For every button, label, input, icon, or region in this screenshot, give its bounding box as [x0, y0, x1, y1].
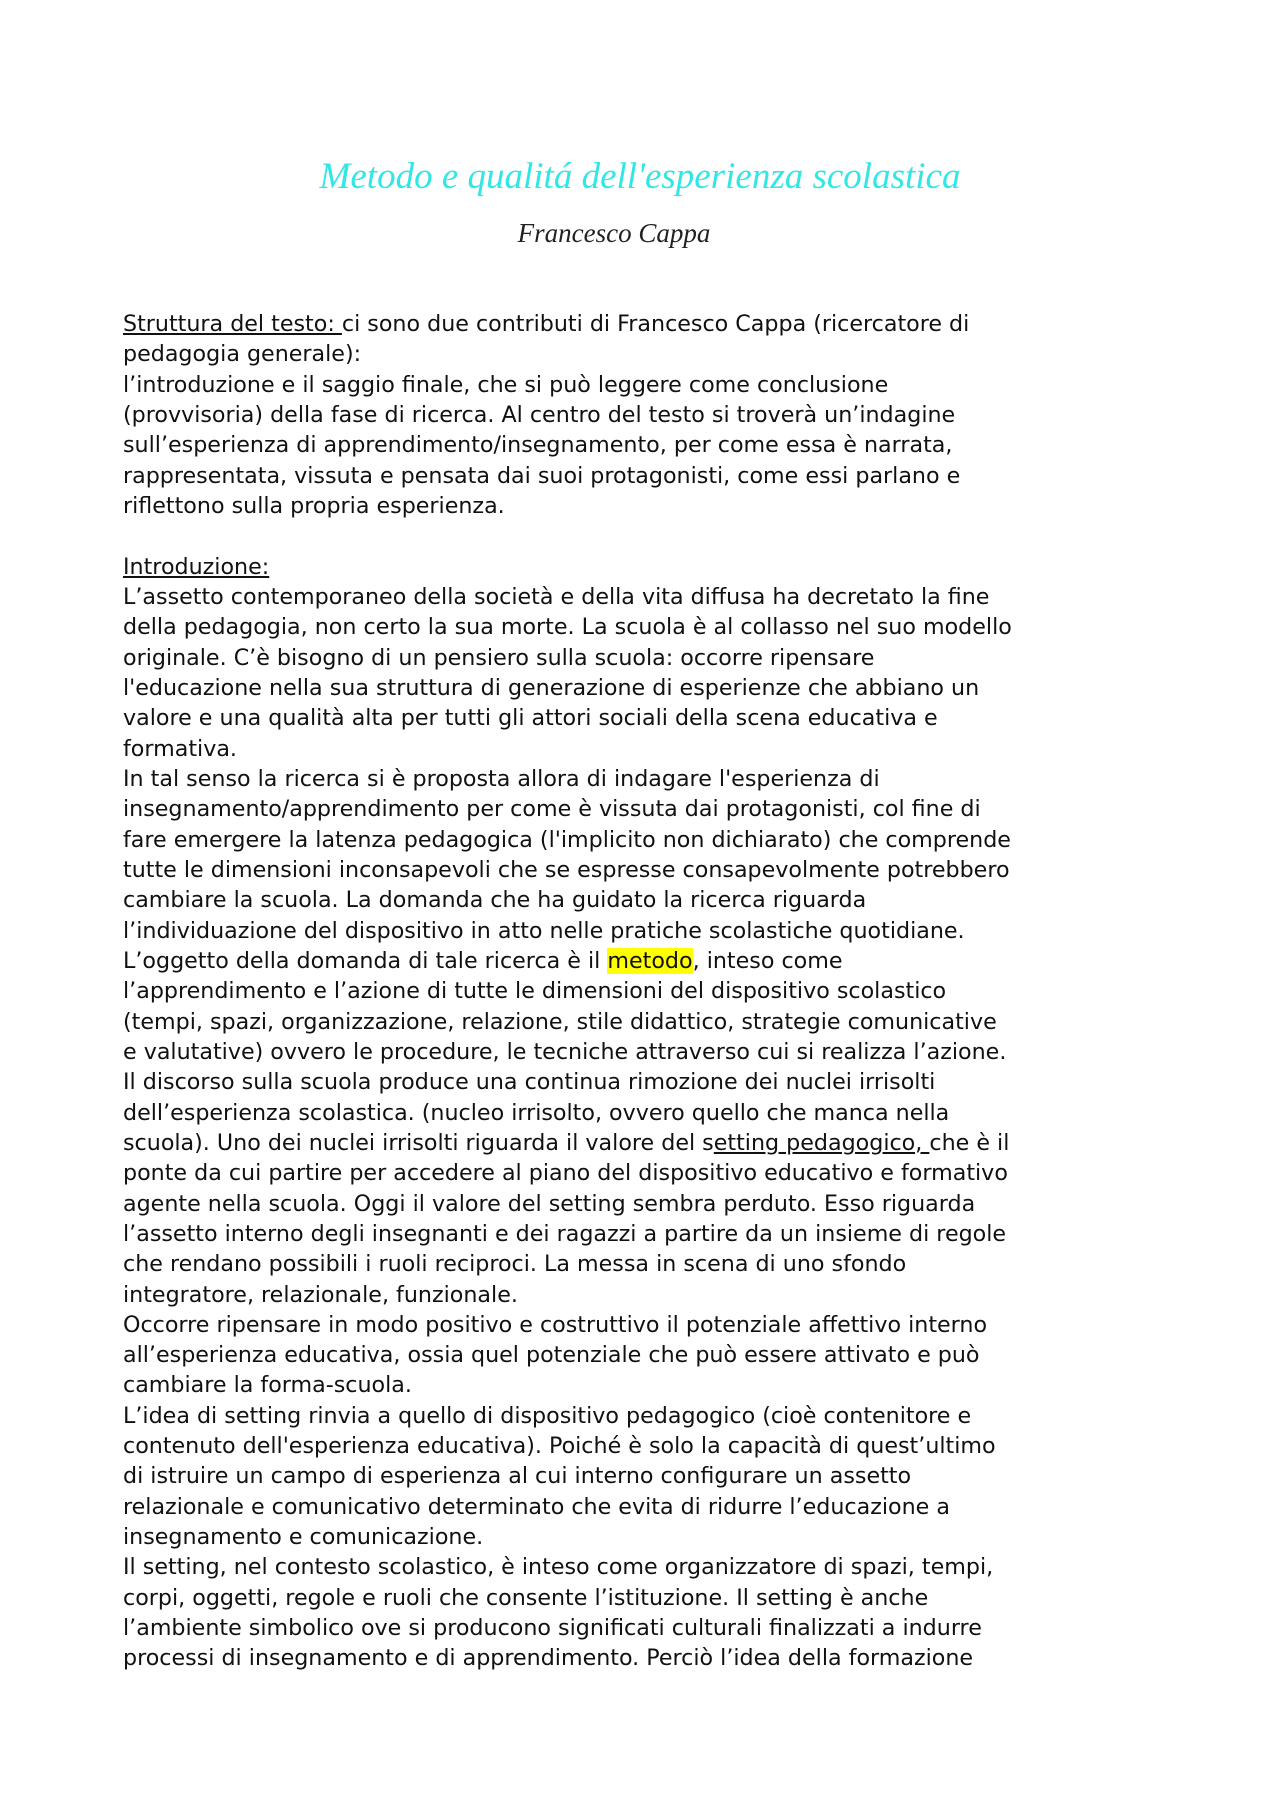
text-span: , inteso come	[692, 947, 843, 974]
text-span: e valutative) ovvero le procedure, le tecniche attraverso cui si realizza l’azione.	[123, 1038, 1007, 1065]
text-span: di istruire un campo di esperienza al cui interno configurare un assetto	[123, 1463, 912, 1490]
text-line	[123, 1189, 1203, 1219]
text-span: l'educazione nella sua struttura di generazione di esperienze che abbiano un	[123, 674, 980, 701]
text-span: rappresentata, vissuta e pensata dai suoi protagonisti, come essi parlano e	[123, 462, 961, 489]
text-span: l’ambiente simbolico ove si producono significati culturali finalizzati a indurre	[123, 1615, 982, 1642]
text-span: l’individuazione del dispositivo in atto nelle pratiche scolastiche quotidiane.	[123, 917, 965, 944]
text-span: Il discorso sulla scuola produce una continua rimozione dei nuclei irrisolti	[123, 1069, 936, 1096]
text-span: corpi, oggetti, regole e ruoli che consente l’istituzione. Il setting è anche	[123, 1584, 929, 1611]
text-span: della pedagogia, non certo la sua morte. La scuola è al collasso nel suo modello	[123, 614, 1012, 641]
text-span: all’esperienza educativa, ossia quel potenziale che può essere attivato e può	[123, 1342, 980, 1369]
text-span: In tal senso la ricerca si è proposta allora di indagare l'esperienza di	[123, 765, 880, 792]
text-line	[123, 916, 1203, 946]
text-span: contenuto dell'esperienza educativa). Poiché è solo la capacità di quest’ultimo	[123, 1433, 996, 1460]
text-line	[123, 703, 1203, 733]
text-line	[123, 1461, 1203, 1491]
text-span: che è il	[929, 1129, 1010, 1156]
text-line	[123, 1401, 1203, 1431]
text-line	[123, 491, 1203, 521]
text-line	[123, 430, 1203, 460]
text-span: L’idea di setting rinvia a quello di dispositivo pedagogico (cioè contenitore e	[123, 1402, 972, 1429]
text-span: cambiare la forma-scuola.	[123, 1372, 412, 1399]
text-line	[123, 339, 1203, 369]
text-line	[123, 1431, 1203, 1461]
text-line	[123, 673, 1203, 703]
text-span: pedagogia generale):	[123, 341, 362, 368]
blank-line	[123, 521, 1203, 551]
underlined-text: etting pedagogico,	[713, 1129, 930, 1156]
text-line	[123, 612, 1203, 642]
text-span: sull’esperienza di apprendimento/insegnamento, per come essa è narrata,	[123, 432, 953, 459]
text-line	[123, 1007, 1203, 1037]
text-line	[123, 825, 1203, 855]
text-span: scuola). Uno dei nuclei irrisolti riguarda il valore del s	[123, 1129, 714, 1156]
text-line	[123, 582, 1203, 612]
text-span: formativa.	[123, 735, 237, 762]
text-span: L’oggetto della domanda di tale ricerca è il	[123, 947, 608, 974]
document-title: Metodo e qualitá dell'esperienza scolastica	[319, 156, 961, 197]
text-line	[123, 1370, 1203, 1400]
text-line	[123, 1643, 1203, 1673]
text-span: riflettono sulla propria esperienza.	[123, 492, 505, 519]
text-line	[123, 1128, 1203, 1158]
text-line	[123, 946, 1203, 976]
text-span: Occorre ripensare in modo positivo e costruttivo il potenziale affettivo interno	[123, 1311, 988, 1338]
text-line	[123, 1158, 1203, 1188]
text-line	[123, 1340, 1203, 1370]
text-span: L’assetto contemporaneo della società e della vita diffusa ha decretato la fine	[123, 583, 990, 610]
text-line	[123, 885, 1203, 915]
text-line	[123, 1249, 1203, 1279]
text-span: valore e una qualità alta per tutti gli attori sociali della scena educativa e	[123, 705, 938, 732]
text-span: ponte da cui partire per accedere al piano del dispositivo educativo e formativo	[123, 1160, 1008, 1187]
text-line	[123, 1310, 1203, 1340]
text-line	[123, 794, 1203, 824]
text-line	[123, 1098, 1203, 1128]
text-line	[123, 1280, 1203, 1310]
text-line	[123, 1552, 1203, 1582]
text-line	[123, 1037, 1203, 1067]
text-span: insegnamento e comunicazione.	[123, 1524, 484, 1551]
text-line	[123, 976, 1203, 1006]
text-span: l’introduzione e il saggio finale, che si può leggere come conclusione	[123, 371, 889, 398]
text-span: ci sono due contributi di Francesco Cappa (ricercatore di	[341, 311, 970, 337]
text-line	[123, 370, 1203, 400]
text-line	[123, 1492, 1203, 1522]
text-line	[123, 1613, 1203, 1643]
text-line	[123, 1219, 1203, 1249]
text-span: cambiare la scuola. La domanda che ha guidato la ricerca riguarda	[123, 887, 867, 914]
text-line	[123, 1522, 1203, 1552]
text-line	[123, 552, 1203, 582]
text-span: agente nella scuola. Oggi il valore del setting sembra perduto. Esso riguarda	[123, 1190, 976, 1217]
text-span: fare emergere la latenza pedagogica (l'implicito non dichiarato) che comprende	[123, 826, 1011, 853]
document-author: Francesco Cappa	[517, 218, 711, 248]
text-span: tutte le dimensioni inconsapevoli che se espresse consapevolmente potrebbero	[123, 856, 1010, 883]
text-span: processi di insegnamento e di apprendimento. Perciò l’idea della formazione	[123, 1645, 974, 1672]
text-span: dell’esperienza scolastica. (nucleo irrisolto, ovvero quello che manca nella	[123, 1099, 950, 1126]
text-line	[123, 643, 1203, 673]
text-line	[123, 855, 1203, 885]
text-line	[123, 1583, 1203, 1613]
text-line	[123, 309, 1203, 339]
text-span: originale. C’è bisogno di un pensiero sulla scuola: occorre ripensare	[123, 644, 875, 671]
text-span: l’assetto interno degli insegnanti e dei ragazzi a partire da un insieme di regole	[123, 1220, 1007, 1247]
text-line	[123, 400, 1203, 430]
document-body	[123, 309, 1203, 1674]
underlined-text: Struttura del testo:	[123, 311, 342, 337]
text-span: integratore, relazionale, funzionale.	[123, 1281, 518, 1308]
text-span: insegnamento/apprendimento per come è vissuta dai protagonisti, col fine di	[123, 796, 981, 823]
text-span: Il setting, nel contesto scolastico, è inteso come organizzatore di spazi, tempi,	[123, 1554, 994, 1581]
text-line	[123, 461, 1203, 491]
text-span: che rendano possibili i ruoli reciproci. La messa in scena di uno sfondo	[123, 1251, 907, 1278]
text-line	[123, 764, 1203, 794]
text-span: (tempi, spazi, organizzazione, relazione, stile didattico, strategie comunicative	[123, 1008, 997, 1035]
underlined-text: Introduzione:	[123, 553, 270, 580]
text-line	[123, 734, 1203, 764]
text-span: l’apprendimento e l’azione di tutte le dimensioni del dispositivo scolastico	[123, 978, 947, 1005]
highlighted-text: metodo	[607, 947, 693, 974]
text-span: relazionale e comunicativo determinato che evita di ridurre l’educazione a	[123, 1493, 950, 1520]
text-line	[123, 1067, 1203, 1097]
text-span: (provvisoria) della fase di ricerca. Al centro del testo si troverà un’indagine	[123, 401, 956, 428]
